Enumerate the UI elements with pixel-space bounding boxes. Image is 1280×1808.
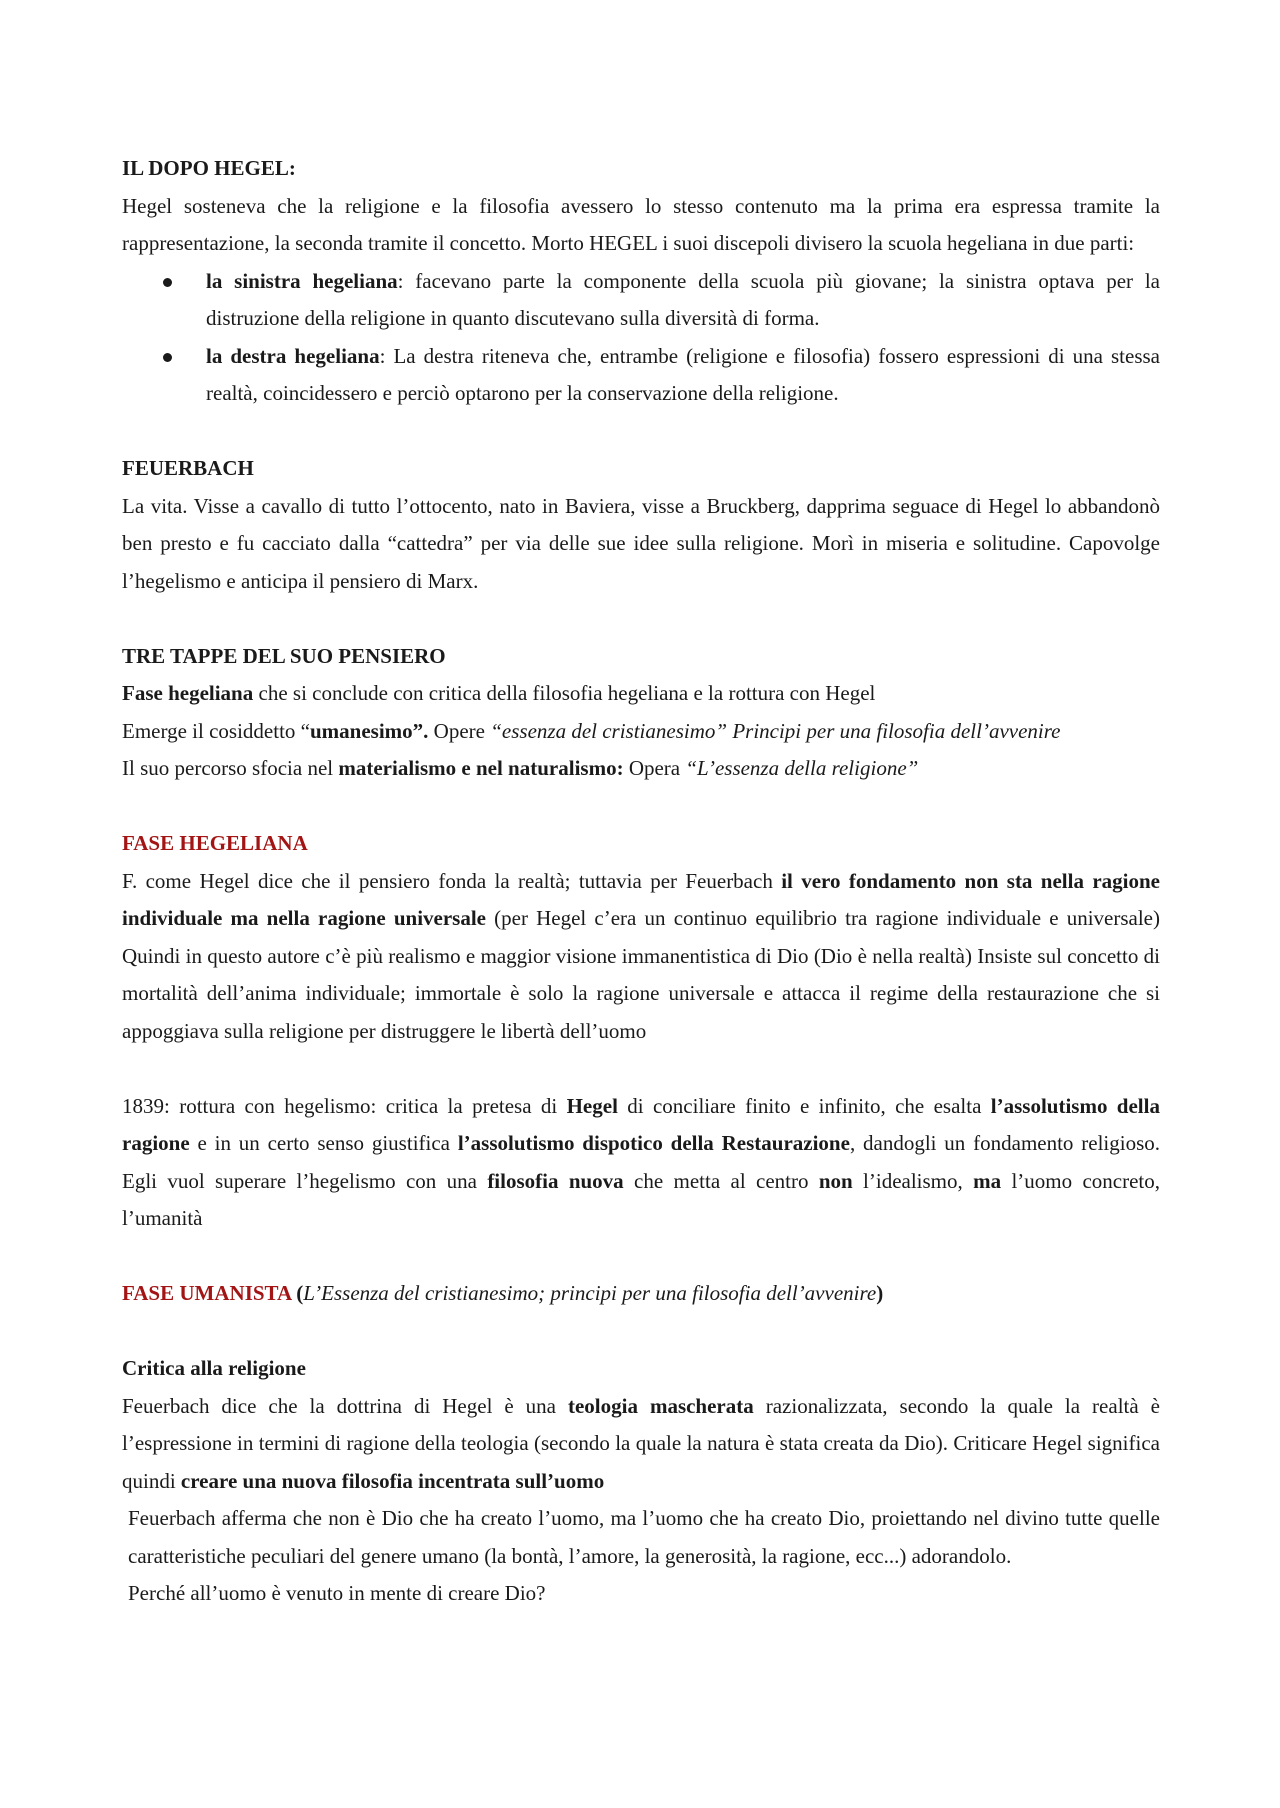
paren: ( xyxy=(291,1281,304,1305)
bullet-list-hegeliani xyxy=(122,263,1160,413)
bold-text: Fase hegeliana xyxy=(122,681,254,705)
bold-text: non xyxy=(818,1168,853,1193)
bold-text: creare una nuova filosofia incentrata sull’uomo xyxy=(180,1468,605,1493)
bold-text: materialismo e nel naturalismo: xyxy=(338,756,624,780)
text: F. come Hegel dice che il pensiero fonda la realtà; tuttavia per Feuerbach xyxy=(122,868,782,893)
line-materialismo xyxy=(122,750,1160,788)
paragraph-feuerbach-vita: La vita. Visse a cavallo di tutto l’ottocento, nato in Baviera, visse a Bruckberg, dapprima seguace di Hegel lo abbandonò ben presto e fu cacciato dalla “cattedra” per via delle sue idee sulla religione. Morì in miseria e solitudine. Capovolge l’hegelismo e anticipa il pensiero di Marx. xyxy=(122,493,1160,593)
text: Feuerbach dice che la dottrina di Hegel è una xyxy=(122,1393,568,1418)
text: e in un certo senso giustifica xyxy=(189,1131,458,1155)
heading-text: FASE UMANISTA xyxy=(122,1281,291,1305)
text: , dandogli un fondamento religioso. Egli vuol superare l’hegelismo con una xyxy=(122,1131,1160,1193)
line-fase-hegeliana xyxy=(122,675,1160,713)
text: Opere xyxy=(428,718,491,743)
text: 1839: rottura con hegelismo: critica la pretesa di xyxy=(122,1093,567,1118)
text: Opera xyxy=(623,756,686,780)
bullet-icon xyxy=(163,278,172,287)
italic-text: “essenza del cristianesimo” Principi per una filosofia dell’avvenire xyxy=(490,718,1061,743)
paragraph-teologia-mascherata xyxy=(122,1388,1160,1501)
section-heading-fase-hegeliana: FASE HEGELIANA xyxy=(122,831,308,855)
section-heading-feuerbach: FEUERBACH xyxy=(122,456,254,480)
bullet-icon xyxy=(163,353,172,362)
bold-text: l’assolutismo dispotico della Restaurazione xyxy=(457,1131,850,1155)
italic-text: “L’essenza della religione” xyxy=(685,756,919,780)
bold-text: l’assolutismo della ragione xyxy=(122,1093,1160,1155)
text: che metta al centro xyxy=(623,1168,819,1193)
text: l’uomo concreto, l’umanità xyxy=(122,1168,1160,1230)
section-heading-dopo-hegel: IL DOPO HEGEL: xyxy=(122,156,296,180)
list-item xyxy=(122,338,1160,413)
paragraph-rottura-1839 xyxy=(122,1088,1160,1238)
bullet-text: : facevano parte la componente della scuola più giovane; la sinistra optava per la distruzione della religione in quanto discutevano sulla diversità di forma. xyxy=(206,268,1161,330)
text: razionalizzata, secondo la quale la realtà è l’espressione in termini di ragione della teologia (secondo la quale la natura è stata creata da Dio). Criticare Hegel significa quindi xyxy=(122,1393,1160,1493)
bold-text: il vero fondamento non sta nella ragione individuale ma nella ragione universale xyxy=(122,868,1160,930)
paragraph-domanda: Perché all’uomo è venuto in mente di creare Dio? xyxy=(128,1581,546,1605)
text: (per Hegel c’era un continuo equilibrio tra ragione individuale e universale) Quindi in questo autore c’è più realismo e maggior visione immanentistica di Dio (Dio è nella realtà) Insiste sul concetto di mortalità dell’anima individuale; immortale è solo la ragione universale e attacca il regime della restaurazione che si appoggiava sulla religione per distruggere le libertà dell’uomo xyxy=(122,906,1161,1043)
line-umanesimo xyxy=(122,713,1160,751)
bold-text: ma xyxy=(973,1168,1002,1193)
bold-text: Hegel xyxy=(566,1093,618,1118)
paragraph-fase-hegeliana xyxy=(122,863,1160,1051)
bullet-term: la destra hegeliana xyxy=(206,343,380,368)
text: l’idealismo, xyxy=(852,1168,974,1193)
section-heading-tre-tappe: TRE TAPPE DEL SUO PENSIERO xyxy=(122,643,446,668)
text: che si conclude con critica della filosofia hegeliana e la rottura con Hegel xyxy=(253,681,876,705)
document-page xyxy=(122,150,1160,1613)
text: Il suo percorso sfocia nel xyxy=(122,756,339,780)
italic-text: L’Essenza del cristianesimo; principi per una filosofia dell’avvenire xyxy=(303,1281,877,1305)
bold-text: umanesimo”. xyxy=(309,718,429,743)
paragraph-uomo-crea-dio: Feuerbach afferma che non è Dio che ha creato l’uomo, ma l’uomo che ha creato Dio, proiettando nel divino tutte quelle caratteristiche peculiari del genere umano (la bontà, l’amore, la generosità, la ragione, ecc...) adorandolo. xyxy=(128,1506,1160,1568)
text: Emerge il cosiddetto “ xyxy=(122,718,310,743)
list-item xyxy=(122,263,1160,338)
bullet-term: la sinistra hegeliana xyxy=(206,268,398,293)
paragraph-dopo-hegel: Hegel sosteneva che la religione e la filosofia avessero lo stesso contenuto ma la prima era espressa tramite la rappresentazione, la seconda tramite il concetto. Morto HEGEL i suoi discepoli divisero la scuola hegeliana in due parti: xyxy=(122,193,1160,255)
bullet-text: : La destra riteneva che, entrambe (religione e filosofia) fossero espressioni di una stessa realtà, coincidessero e perciò optarono per la conservazione della religione. xyxy=(206,343,1160,405)
paren: ) xyxy=(876,1281,884,1305)
subheading-critica-religione: Critica alla religione xyxy=(122,1356,306,1380)
bold-text: teologia mascherata xyxy=(567,1393,754,1418)
text: di conciliare finito e infinito, che esalta xyxy=(617,1093,991,1118)
section-heading-fase-umanista xyxy=(122,1275,1160,1313)
bold-text: filosofia nuova xyxy=(487,1168,624,1193)
